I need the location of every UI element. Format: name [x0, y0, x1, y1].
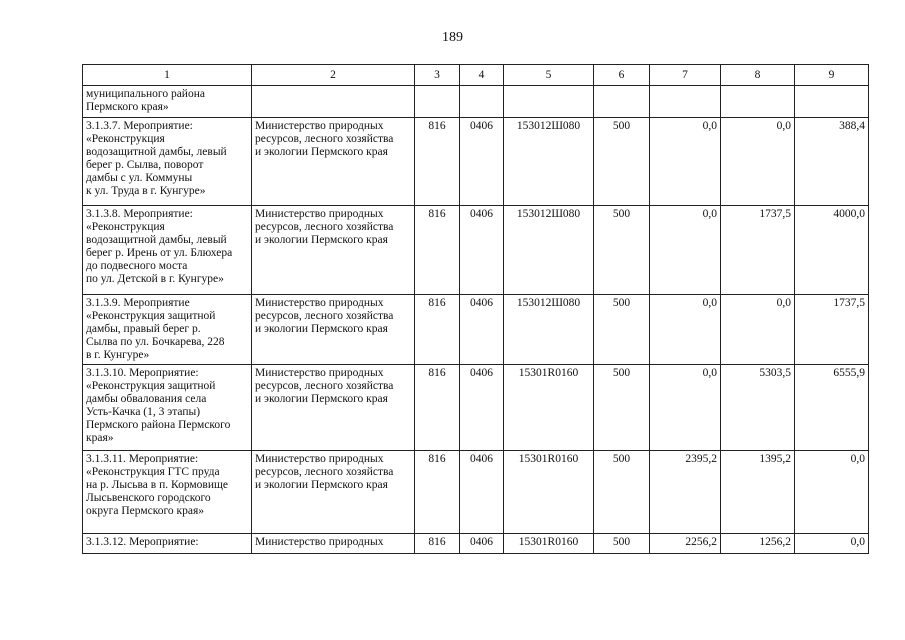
admin-code-cell: 816 — [415, 295, 460, 365]
table-header-row — [83, 65, 869, 86]
empty-cell — [594, 86, 650, 118]
cell-text-line: ресурсов, лесного хозяйства — [255, 133, 394, 145]
empty-cell — [795, 86, 869, 118]
empty-cell — [721, 86, 795, 118]
cell-text-line: и экологии Пермского края — [255, 146, 388, 158]
event-name-cell — [83, 451, 252, 534]
agency-cell — [252, 365, 415, 451]
cell-text-line: края» — [86, 432, 114, 444]
target-article-cell: 153012Ш080 — [504, 295, 594, 365]
amount-cell: 1737,5 — [795, 295, 869, 365]
cell-text-line: Министерство природных — [255, 297, 384, 309]
amount-cell: 6555,9 — [795, 365, 869, 451]
amount-cell: 0,0 — [721, 295, 795, 365]
cell-text-line: Министерство природных — [255, 367, 384, 379]
section-code-cell: 0406 — [460, 451, 504, 534]
amount-cell: 1737,5 — [721, 206, 795, 295]
cell-text-line: 3.1.3.11. Мероприятие: — [86, 453, 199, 465]
cell-text-line: «Реконструкция защитной — [86, 310, 216, 322]
header-cell: 9 — [795, 65, 869, 86]
cell-text-line: «Реконструкция — [86, 221, 165, 233]
cell-text-line: по ул. Детской в г. Кунгуре» — [86, 273, 224, 285]
cell-text-line: до подвесного моста — [86, 260, 188, 272]
cell-text-line: Министерство природных — [255, 120, 384, 132]
table-row — [83, 451, 869, 534]
header-cell: 5 — [504, 65, 594, 86]
section-code-cell: 0406 — [460, 295, 504, 365]
event-name-cell — [83, 295, 252, 365]
table-body — [83, 118, 869, 554]
cell-text-line: ресурсов, лесного хозяйства — [255, 466, 394, 478]
admin-code-cell: 816 — [415, 451, 460, 534]
header-cell: 3 — [415, 65, 460, 86]
event-name-cell — [83, 534, 252, 554]
section-code-cell: 0406 — [460, 534, 504, 554]
amount-cell: 0,0 — [650, 295, 721, 365]
table-row — [83, 118, 869, 206]
cell-text-line: Пермского края» — [86, 101, 169, 113]
cell-text-line: водозащитной дамбы, левый — [86, 234, 227, 246]
cell-text-line: ресурсов, лесного хозяйства — [255, 310, 394, 322]
section-code-cell: 0406 — [460, 206, 504, 295]
amount-cell: 0,0 — [795, 451, 869, 534]
cell-text-line: Министерство природных — [255, 536, 384, 548]
empty-cell — [650, 86, 721, 118]
section-code-cell: 0406 — [460, 118, 504, 206]
target-article-cell: 153012Ш080 — [504, 118, 594, 206]
amount-cell: 1256,2 — [721, 534, 795, 554]
amount-cell: 2256,2 — [650, 534, 721, 554]
header-cell: 7 — [650, 65, 721, 86]
expense-type-cell: 500 — [594, 365, 650, 451]
cell-text-line: Лысьвенского городского — [86, 492, 211, 504]
cell-text-line: 3.1.3.7. Мероприятие: — [86, 120, 193, 132]
cell-text-line: водозащитной дамбы, левый — [86, 146, 227, 158]
target-article-cell: 15301R0160 — [504, 451, 594, 534]
amount-cell: 0,0 — [650, 118, 721, 206]
expense-type-cell: 500 — [594, 206, 650, 295]
target-article-cell: 15301R0160 — [504, 534, 594, 554]
cell-text-line: дамбы обвалования села — [86, 393, 207, 405]
admin-code-cell: 816 — [415, 365, 460, 451]
cell-text-line: 3.1.3.12. Мероприятие: — [86, 536, 199, 548]
cell-text-line: берег р. Сылва, поворот — [86, 159, 204, 171]
table-row — [83, 534, 869, 554]
agency-cell — [252, 206, 415, 295]
empty-cell — [252, 86, 415, 118]
amount-cell: 1395,2 — [721, 451, 795, 534]
empty-cell — [415, 86, 460, 118]
cell-text-line: на р. Лысьва в п. Кормовище — [86, 479, 228, 491]
table-row-continuation — [83, 86, 869, 118]
empty-cell — [504, 86, 594, 118]
page-number: 189 — [442, 30, 463, 45]
amount-cell: 4000,0 — [795, 206, 869, 295]
section-code-cell: 0406 — [460, 365, 504, 451]
amount-cell: 0,0 — [650, 206, 721, 295]
cell-text-line: дамбы с ул. Коммуны — [86, 172, 193, 184]
agency-cell — [252, 451, 415, 534]
cell-text-line: «Реконструкция защитной — [86, 380, 216, 392]
table-row — [83, 295, 869, 365]
cell-text-line: Сылва по ул. Бочкарева, 228 — [86, 336, 225, 348]
expense-type-cell: 500 — [594, 451, 650, 534]
event-name-cell — [83, 365, 252, 451]
header-cell: 1 — [83, 65, 252, 86]
cell-text-line: ресурсов, лесного хозяйства — [255, 221, 394, 233]
event-name-cell — [83, 206, 252, 295]
admin-code-cell: 816 — [415, 534, 460, 554]
table-row — [83, 365, 869, 451]
cell-text-line: ресурсов, лесного хозяйства — [255, 380, 394, 392]
expense-type-cell: 500 — [594, 534, 650, 554]
header-cell: 8 — [721, 65, 795, 86]
cell-text-line: 3.1.3.8. Мероприятие: — [86, 208, 193, 220]
cell-text-line: Министерство природных — [255, 208, 384, 220]
expense-type-cell: 500 — [594, 118, 650, 206]
header-cell: 6 — [594, 65, 650, 86]
amount-cell: 0,0 — [795, 534, 869, 554]
header-cell: 2 — [252, 65, 415, 86]
amount-cell: 5303,5 — [721, 365, 795, 451]
empty-cell — [460, 86, 504, 118]
target-article-cell: 15301R0160 — [504, 365, 594, 451]
amount-cell: 0,0 — [650, 365, 721, 451]
cell-text-line: 3.1.3.10. Мероприятие: — [86, 367, 199, 379]
cell-text-line: и экологии Пермского края — [255, 234, 388, 246]
admin-code-cell: 816 — [415, 118, 460, 206]
agency-cell — [252, 118, 415, 206]
amount-cell: 388,4 — [795, 118, 869, 206]
cell-text-line: и экологии Пермского края — [255, 479, 388, 491]
cell-text-line: в г. Кунгуре» — [86, 349, 150, 361]
cell-text-line: 3.1.3.9. Мероприятие — [86, 297, 190, 309]
event-name-cell — [83, 118, 252, 206]
cell-text-line: и экологии Пермского края — [255, 323, 388, 335]
cell-text-line: муниципального района — [86, 88, 205, 100]
event-name-cell — [83, 86, 252, 118]
cell-text-line: и экологии Пермского края — [255, 393, 388, 405]
cell-text-line: «Реконструкция — [86, 133, 165, 145]
cell-text-line: округа Пермского края» — [86, 505, 205, 517]
cell-text-line: Пермского района Пермского — [86, 419, 231, 431]
amount-cell: 2395,2 — [650, 451, 721, 534]
header-cell: 4 — [460, 65, 504, 86]
cell-text-line: Министерство природных — [255, 453, 384, 465]
admin-code-cell: 816 — [415, 206, 460, 295]
agency-cell — [252, 295, 415, 365]
cell-text-line: дамбы, правый берег р. — [86, 323, 201, 335]
cell-text-line: берег р. Ирень от ул. Блюхера — [86, 247, 233, 259]
budget-table — [82, 64, 869, 554]
cell-text-line: Усть-Качка (1, 3 этапы) — [86, 406, 201, 418]
table-row — [83, 206, 869, 295]
cell-text-line: «Реконструкция ГТС пруда — [86, 466, 220, 478]
amount-cell: 0,0 — [721, 118, 795, 206]
cell-text-line: к ул. Труда в г. Кунгуре» — [86, 185, 206, 197]
expense-type-cell: 500 — [594, 295, 650, 365]
agency-cell — [252, 534, 415, 554]
target-article-cell: 153012Ш080 — [504, 206, 594, 295]
